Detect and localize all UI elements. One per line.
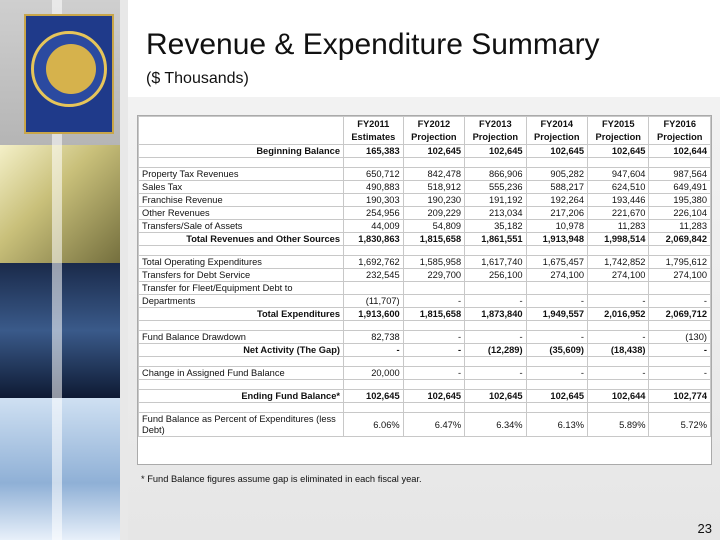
- table-row: [139, 194, 711, 207]
- value-cell: 102,645: [526, 145, 587, 158]
- table-row: [139, 331, 711, 344]
- value-cell: 1,815,658: [403, 233, 464, 246]
- spacer-cell: [344, 158, 404, 168]
- row-label: Fund Balance as Percent of Expenditures (less Debt): [139, 413, 344, 437]
- value-cell: 102,645: [344, 390, 404, 403]
- value-cell: 190,303: [344, 194, 404, 207]
- column-header-line: Projection: [595, 131, 641, 142]
- column-header-line: Projection: [411, 131, 457, 142]
- column-header: [649, 117, 711, 145]
- table-body: [139, 145, 711, 437]
- table-spacer-row: [139, 246, 711, 256]
- value-cell: 102,774: [649, 390, 711, 403]
- value-cell: 190,230: [403, 194, 464, 207]
- value-cell: 192,264: [526, 194, 587, 207]
- spacer-cell: [588, 321, 649, 331]
- value-cell: 102,645: [465, 390, 526, 403]
- value-cell: -: [403, 344, 464, 357]
- value-cell: 226,104: [649, 207, 711, 220]
- table-row: [139, 220, 711, 233]
- value-cell: (12,289): [465, 344, 526, 357]
- table-spacer-row: [139, 380, 711, 390]
- table-row: [139, 269, 711, 282]
- value-cell: (35,609): [526, 344, 587, 357]
- value-cell: 1,815,658: [403, 308, 464, 321]
- document-image: [0, 398, 128, 540]
- summary-table: [138, 116, 711, 437]
- value-cell: 102,645: [465, 145, 526, 158]
- value-cell: 1,617,740: [465, 256, 526, 269]
- value-cell: (11,707): [344, 295, 404, 308]
- value-cell: 866,906: [465, 168, 526, 181]
- value-cell: 209,229: [403, 207, 464, 220]
- spacer-cell: [588, 403, 649, 413]
- value-cell: 2,069,712: [649, 308, 711, 321]
- value-cell: 1,742,852: [588, 256, 649, 269]
- spacer-cell: [649, 380, 711, 390]
- value-cell: 102,645: [403, 145, 464, 158]
- value-cell: 2,069,842: [649, 233, 711, 246]
- value-cell: 6.34%: [465, 413, 526, 437]
- column-header-line: FY2015: [601, 118, 635, 129]
- column-header-line: FY2011: [357, 118, 390, 129]
- spacer-cell: [649, 246, 711, 256]
- spacer-cell: [139, 321, 344, 331]
- value-cell: (18,438): [588, 344, 649, 357]
- table-header-row: [139, 117, 711, 145]
- spacer-cell: [649, 403, 711, 413]
- value-cell: 229,700: [403, 269, 464, 282]
- column-header-line: Estimates: [351, 131, 396, 142]
- spacer-cell: [465, 380, 526, 390]
- value-cell: 1,795,612: [649, 256, 711, 269]
- value-cell: -: [526, 295, 587, 308]
- row-label: Departments: [139, 295, 344, 308]
- table-row: [139, 207, 711, 220]
- value-cell: -: [344, 344, 404, 357]
- value-cell: 1,861,551: [465, 233, 526, 246]
- row-label: Transfers for Debt Service: [139, 269, 344, 282]
- spacer-cell: [526, 357, 587, 367]
- table-row: [139, 181, 711, 194]
- value-cell: -: [526, 367, 587, 380]
- spacer-cell: [344, 380, 404, 390]
- value-cell: 1,692,762: [344, 256, 404, 269]
- column-header-line: FY2012: [417, 118, 451, 129]
- value-cell: 987,564: [649, 168, 711, 181]
- slide-subtitle: ($ Thousands): [146, 70, 249, 87]
- value-cell: 256,100: [465, 269, 526, 282]
- column-header: [465, 117, 526, 145]
- column-header: [403, 117, 464, 145]
- spacer-cell: [649, 357, 711, 367]
- row-label: Total Expenditures: [139, 308, 344, 321]
- spacer-cell: [526, 158, 587, 168]
- value-cell: 274,100: [526, 269, 587, 282]
- column-header-line: FY2013: [479, 118, 512, 129]
- spacer-cell: [403, 321, 464, 331]
- value-cell: 102,644: [649, 145, 711, 158]
- value-cell: 947,604: [588, 168, 649, 181]
- table-row: [139, 413, 711, 437]
- value-cell: 232,545: [344, 269, 404, 282]
- row-label: Transfer for Fleet/Equipment Debt to: [139, 282, 344, 295]
- value-cell: 1,830,863: [344, 233, 404, 246]
- value-cell: 1,585,958: [403, 256, 464, 269]
- value-cell: -: [649, 344, 711, 357]
- row-label: Fund Balance Drawdown: [139, 331, 344, 344]
- spacer-cell: [465, 246, 526, 256]
- value-cell: 624,510: [588, 181, 649, 194]
- value-cell: 10,978: [526, 220, 587, 233]
- value-cell: 842,478: [403, 168, 464, 181]
- value-cell: 35,182: [465, 220, 526, 233]
- value-cell: 1,998,514: [588, 233, 649, 246]
- page-number: 23: [697, 521, 712, 536]
- spacer-cell: [403, 357, 464, 367]
- table-row: [139, 295, 711, 308]
- spacer-cell: [403, 246, 464, 256]
- table-row: [139, 367, 711, 380]
- row-label: Total Revenues and Other Sources: [139, 233, 344, 246]
- spacer-cell: [403, 158, 464, 168]
- spacer-cell: [588, 246, 649, 256]
- value-cell: 102,644: [588, 390, 649, 403]
- table-spacer-row: [139, 321, 711, 331]
- spacer-cell: [344, 357, 404, 367]
- spacer-cell: [465, 158, 526, 168]
- spacer-cell: [465, 321, 526, 331]
- spacer-cell: [139, 403, 344, 413]
- value-cell: 2,016,952: [588, 308, 649, 321]
- spacer-cell: [344, 321, 404, 331]
- column-header: [526, 117, 587, 145]
- value-cell: 213,034: [465, 207, 526, 220]
- value-cell: 44,009: [344, 220, 404, 233]
- strip-divider-right: [120, 0, 128, 540]
- value-cell: 54,809: [403, 220, 464, 233]
- value-cell: 1,675,457: [526, 256, 587, 269]
- spacer-cell: [588, 380, 649, 390]
- table-row: [139, 256, 711, 269]
- value-cell: 1,949,557: [526, 308, 587, 321]
- footnote: * Fund Balance figures assume gap is eliminated in each fiscal year.: [141, 474, 422, 484]
- value-cell: 102,645: [403, 390, 464, 403]
- column-header-line: Projection: [534, 131, 580, 142]
- header-label-column: [139, 117, 344, 145]
- value-cell: 191,192: [465, 194, 526, 207]
- value-cell: 217,206: [526, 207, 587, 220]
- spacer-cell: [649, 158, 711, 168]
- table-row: [139, 344, 711, 357]
- value-cell: 555,236: [465, 181, 526, 194]
- spacer-cell: [139, 158, 344, 168]
- spacer-cell: [526, 321, 587, 331]
- spacer-cell: [139, 357, 344, 367]
- value-cell: -: [403, 367, 464, 380]
- column-header-line: FY2014: [540, 118, 574, 129]
- value-cell: [649, 282, 711, 295]
- value-cell: 490,883: [344, 181, 404, 194]
- value-cell: 649,491: [649, 181, 711, 194]
- value-cell: 588,217: [526, 181, 587, 194]
- spacer-cell: [344, 403, 404, 413]
- value-cell: 193,446: [588, 194, 649, 207]
- value-cell: 5.72%: [649, 413, 711, 437]
- value-cell: 102,645: [526, 390, 587, 403]
- row-label: Sales Tax: [139, 181, 344, 194]
- value-cell: [465, 282, 526, 295]
- row-label: Other Revenues: [139, 207, 344, 220]
- table-row: [139, 233, 711, 246]
- table-row: [139, 145, 711, 158]
- value-cell: 518,912: [403, 181, 464, 194]
- value-cell: [588, 282, 649, 295]
- spacer-cell: [403, 403, 464, 413]
- value-cell: [403, 282, 464, 295]
- value-cell: 6.13%: [526, 413, 587, 437]
- value-cell: 905,282: [526, 168, 587, 181]
- table-spacer-row: [139, 403, 711, 413]
- column-header-line: Projection: [657, 131, 703, 142]
- value-cell: 274,100: [649, 269, 711, 282]
- row-label: Net Activity (The Gap): [139, 344, 344, 357]
- column-header-line: FY2016: [663, 118, 697, 129]
- pen-image: [0, 145, 128, 263]
- value-cell: 82,738: [344, 331, 404, 344]
- value-cell: 650,712: [344, 168, 404, 181]
- row-label: Ending Fund Balance*: [139, 390, 344, 403]
- table-row: [139, 168, 711, 181]
- value-cell: 11,283: [649, 220, 711, 233]
- table-row: [139, 282, 711, 295]
- row-label: Franchise Revenue: [139, 194, 344, 207]
- spacer-cell: [403, 380, 464, 390]
- value-cell: 165,383: [344, 145, 404, 158]
- city-skyline-image: [0, 263, 128, 398]
- value-cell: [526, 282, 587, 295]
- row-label: Change in Assigned Fund Balance: [139, 367, 344, 380]
- spacer-cell: [588, 158, 649, 168]
- value-cell: 102,645: [588, 145, 649, 158]
- value-cell: -: [403, 295, 464, 308]
- table-spacer-row: [139, 357, 711, 367]
- spacer-cell: [465, 403, 526, 413]
- slide-title: Revenue & Expenditure Summary: [146, 28, 600, 61]
- table-row: [139, 308, 711, 321]
- value-cell: [344, 282, 404, 295]
- column-header-line: Projection: [472, 131, 519, 142]
- seal-emblem: [46, 44, 96, 94]
- value-cell: -: [465, 367, 526, 380]
- value-cell: -: [649, 295, 711, 308]
- value-cell: 6.47%: [403, 413, 464, 437]
- spacer-cell: [139, 380, 344, 390]
- value-cell: 11,283: [588, 220, 649, 233]
- spacer-cell: [526, 403, 587, 413]
- column-header: [588, 117, 649, 145]
- spacer-cell: [526, 380, 587, 390]
- city-seal-logo: [24, 14, 114, 134]
- spacer-cell: [588, 357, 649, 367]
- value-cell: -: [588, 331, 649, 344]
- value-cell: 1,913,600: [344, 308, 404, 321]
- value-cell: 195,380: [649, 194, 711, 207]
- value-cell: (130): [649, 331, 711, 344]
- spacer-cell: [465, 357, 526, 367]
- value-cell: -: [465, 295, 526, 308]
- value-cell: -: [649, 367, 711, 380]
- value-cell: 274,100: [588, 269, 649, 282]
- row-label: Property Tax Revenues: [139, 168, 344, 181]
- value-cell: -: [588, 295, 649, 308]
- value-cell: 6.06%: [344, 413, 404, 437]
- value-cell: 221,670: [588, 207, 649, 220]
- value-cell: 20,000: [344, 367, 404, 380]
- value-cell: -: [465, 331, 526, 344]
- value-cell: -: [403, 331, 464, 344]
- spacer-cell: [344, 246, 404, 256]
- row-label: Transfers/Sale of Assets: [139, 220, 344, 233]
- value-cell: -: [588, 367, 649, 380]
- row-label: Total Operating Expenditures: [139, 256, 344, 269]
- summary-table-container: [137, 115, 712, 465]
- table-spacer-row: [139, 158, 711, 168]
- row-label: Beginning Balance: [139, 145, 344, 158]
- spacer-cell: [526, 246, 587, 256]
- value-cell: 1,873,840: [465, 308, 526, 321]
- table-row: [139, 390, 711, 403]
- spacer-cell: [139, 246, 344, 256]
- value-cell: 5.89%: [588, 413, 649, 437]
- value-cell: -: [526, 331, 587, 344]
- value-cell: 1,913,948: [526, 233, 587, 246]
- column-header: [344, 117, 404, 145]
- spacer-cell: [649, 321, 711, 331]
- value-cell: 254,956: [344, 207, 404, 220]
